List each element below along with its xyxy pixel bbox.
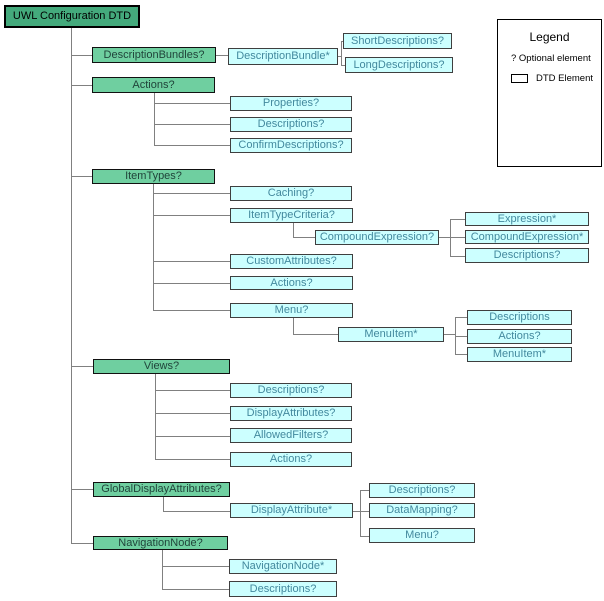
- connector-line: [450, 237, 465, 238]
- connector-line: [444, 334, 455, 335]
- connector-line: [155, 436, 230, 437]
- connector-line: [360, 536, 369, 537]
- node-properties: Properties?: [230, 96, 352, 111]
- connector-line: [439, 237, 450, 238]
- node-actions: Actions?: [92, 77, 215, 93]
- connector-line: [155, 459, 230, 460]
- node-navigation-node: NavigationNode?: [93, 536, 228, 550]
- connector-line: [153, 310, 230, 311]
- dtd-element-icon: [511, 74, 528, 83]
- connector-line: [71, 55, 92, 56]
- node-allowed-filters: AllowedFilters?: [230, 428, 352, 443]
- connector-line: [163, 497, 164, 512]
- connector-line: [163, 511, 230, 512]
- node-views-descriptions: Descriptions?: [230, 383, 352, 398]
- node-mi-menu-item: MenuItem*: [467, 347, 572, 362]
- node-mi-actions: Actions?: [467, 329, 572, 344]
- connector-line: [353, 511, 360, 512]
- connector-line: [154, 145, 230, 146]
- connector-line: [455, 336, 467, 337]
- node-navigation-node-star: NavigationNode*: [229, 559, 337, 574]
- connector-line: [360, 490, 361, 536]
- connector-line: [293, 334, 338, 335]
- node-confirm-descriptions: ConfirmDescriptions?: [230, 138, 352, 153]
- connector-line: [154, 124, 230, 125]
- connector-line: [154, 103, 230, 104]
- node-custom-attributes: CustomAttributes?: [230, 254, 353, 269]
- node-expression: Expression*: [465, 212, 589, 226]
- node-views: Views?: [93, 359, 230, 374]
- node-description-bundle: DescriptionBundle*: [228, 48, 338, 65]
- node-display-attribute: DisplayAttribute*: [230, 503, 353, 518]
- node-views-actions: Actions?: [230, 452, 352, 467]
- node-compound-expression: CompoundExpression?: [315, 230, 439, 245]
- connector-line: [162, 550, 163, 590]
- connector-line: [155, 374, 156, 460]
- node-caching: Caching?: [230, 186, 352, 201]
- node-long-descriptions: LongDescriptions?: [345, 57, 453, 73]
- connector-line: [360, 490, 369, 491]
- node-short-descriptions: ShortDescriptions?: [343, 33, 452, 49]
- node-compound-expression-star: CompoundExpression*: [465, 230, 589, 244]
- connector-line: [153, 184, 154, 310]
- node-item-type-criteria: ItemTypeCriteria?: [230, 208, 353, 223]
- node-description-bundles: DescriptionBundles?: [92, 47, 216, 63]
- node-item-types: ItemTypes?: [92, 169, 215, 184]
- connector-line: [71, 366, 93, 367]
- legend-dtd-element-note: [498, 73, 601, 84]
- connector-line: [153, 261, 230, 262]
- connector-line: [293, 223, 294, 238]
- connector-line: [71, 489, 93, 490]
- node-menu-item: MenuItem*: [338, 327, 444, 342]
- node-da-menu: Menu?: [369, 528, 475, 543]
- legend-optional-text: ? Optional element: [511, 53, 591, 64]
- connector-line: [71, 176, 92, 177]
- connector-line: [155, 413, 230, 414]
- connector-line: [455, 317, 467, 318]
- connector-line: [360, 511, 369, 512]
- node-uwl-configuration-dtd: UWL Configuration DTD: [4, 5, 140, 28]
- connector-line: [455, 354, 467, 355]
- node-nn-descriptions: Descriptions?: [229, 581, 337, 597]
- node-item-types-actions: Actions?: [230, 276, 353, 290]
- connector-line: [153, 283, 230, 284]
- node-display-attributes: DisplayAttributes?: [230, 406, 352, 421]
- connector-line: [450, 256, 465, 257]
- connector-line: [71, 543, 93, 544]
- connector-line: [341, 41, 342, 66]
- legend-optional-note: [498, 53, 601, 64]
- legend-title: Legend: [529, 30, 570, 44]
- node-global-display-attributes: GlobalDisplayAttributes?: [93, 482, 230, 497]
- node-mi-descriptions: Descriptions: [467, 310, 572, 325]
- connector-line: [71, 85, 92, 86]
- connector-line: [216, 55, 228, 56]
- node-menu: Menu?: [230, 303, 353, 318]
- connector-line: [153, 193, 230, 194]
- node-da-descriptions: Descriptions?: [369, 483, 475, 498]
- connector-line: [154, 92, 155, 146]
- legend: [497, 19, 602, 167]
- connector-line: [155, 390, 230, 391]
- node-actions-descriptions: Descriptions?: [230, 117, 352, 132]
- connector-line: [162, 589, 229, 590]
- connector-line: [450, 219, 465, 220]
- connector-trunk: [71, 28, 72, 543]
- connector-line: [153, 215, 230, 216]
- connector-line: [162, 566, 229, 567]
- node-data-mapping: DataMapping?: [369, 503, 475, 518]
- connector-line: [293, 318, 294, 335]
- legend-dtd-element-text: DTD Element: [536, 73, 594, 84]
- connector-line: [293, 237, 315, 238]
- node-ce-descriptions: Descriptions?: [465, 248, 589, 263]
- connector-line: [450, 219, 451, 257]
